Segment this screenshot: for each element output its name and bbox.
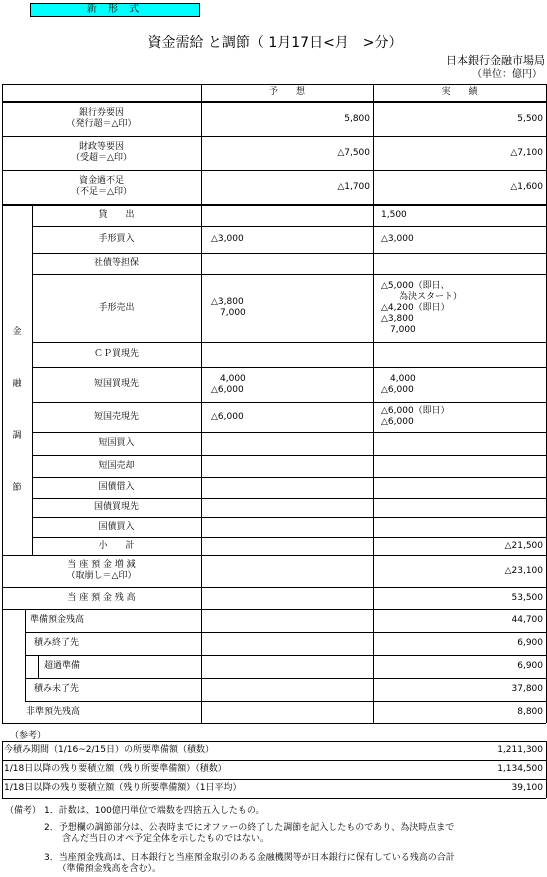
actual-value	[381, 477, 544, 498]
side-label-char: 金	[12, 326, 22, 337]
side-label-char: 融	[12, 378, 22, 389]
forecast-value	[211, 342, 371, 367]
actual-value: 4,000 △6,000	[381, 373, 416, 395]
side-label-char: 調	[12, 430, 22, 441]
actual-value: 53,500	[511, 592, 543, 603]
forecast-value: 5,800	[344, 113, 370, 124]
balance-label: 当 座 預 金 残 高	[67, 592, 136, 603]
balance-row-label: 超過準備	[44, 661, 81, 671]
forecast-value: 4,000 △6,000	[211, 373, 246, 395]
reference-value: 1,211,300	[497, 745, 543, 755]
actual-value	[381, 455, 544, 477]
ops-label: 小 計	[98, 540, 135, 551]
actual-value	[381, 342, 544, 367]
h-rule	[2, 723, 546, 724]
actual-value: 6,900	[517, 661, 543, 671]
actual-value: △5,000（即日、 為決スタート） △4,200（即日） △3,800 7,000	[381, 280, 463, 335]
ops-label: 手形売出	[98, 302, 135, 313]
actual-value: 5,500	[517, 113, 543, 124]
balance-row-label: 積み終了先	[34, 638, 80, 648]
actual-value: △21,500	[504, 540, 543, 551]
actual-value	[381, 253, 544, 274]
balance-row-label: 準備預金残高	[30, 615, 85, 625]
ops-label: 短国売現先	[93, 411, 139, 422]
actual-value: 1,500	[381, 210, 407, 220]
row-label: 財政等要因 （受超＝△印）	[71, 142, 132, 163]
reference-value: 39,100	[511, 783, 543, 793]
actual-value: 8,800	[517, 706, 543, 717]
actual-value: △7,100	[510, 147, 543, 158]
actual-value: △6,000（即日） △6,000	[381, 406, 450, 427]
current-change-label: 当 座 預 金 増 減 （取崩し＝△印）	[66, 560, 137, 581]
forecast-value	[211, 253, 371, 274]
balance-row-label: 積み未了先	[34, 684, 80, 694]
actual-value: 6,900	[517, 638, 543, 648]
row-label: 資金過不足 （不足＝△印）	[71, 176, 132, 197]
forecast-value	[211, 205, 371, 226]
forecast-value	[211, 477, 371, 498]
note-1: 1．計数は、100億円単位で端数を四捨五入したもの。	[44, 806, 265, 816]
ops-label: 短国売却	[98, 460, 135, 471]
ops-label: 社債等担保	[93, 258, 139, 268]
h-rule	[2, 84, 546, 85]
ops-label: 短国買現先	[93, 379, 139, 389]
actual-value: △1,600	[510, 181, 543, 192]
reference-label: 1/18日以降の残り要積立額（残り所要準備額）（積数）	[4, 764, 227, 774]
actual-value: △3,000	[381, 234, 414, 244]
department: 日本銀行金融市場局	[446, 54, 545, 67]
actual-value	[381, 498, 544, 517]
ops-label: 国債借入	[98, 482, 135, 492]
side-label-char: 節	[12, 482, 22, 493]
format-badge-label: 新 形 式	[86, 4, 144, 15]
col-actual: 実 績	[441, 87, 478, 97]
ops-label: 手形買入	[98, 234, 135, 244]
forecast-value	[211, 432, 371, 455]
ops-label: 国債買現先	[93, 502, 139, 512]
forecast-value	[211, 517, 371, 537]
forecast-value: △3,800 7,000	[211, 297, 246, 318]
notes-heading: （備考）	[5, 806, 42, 816]
unit-label: （単位：億円）	[472, 69, 542, 80]
forecast-value: △1,700	[337, 181, 370, 192]
v-rule	[38, 655, 39, 678]
actual-value: 44,700	[511, 615, 543, 625]
actual-value	[381, 432, 544, 455]
col-forecast: 予 想	[268, 87, 305, 97]
actual-value: 37,800	[511, 684, 543, 694]
balance-row-label: 非準預先残高	[26, 706, 81, 717]
forecast-value	[211, 537, 371, 555]
ops-label: 貸 出	[98, 210, 135, 220]
actual-value	[381, 517, 544, 537]
page-title: 資金需給 と調節（ 1月17日<月 >分）	[147, 35, 403, 51]
actual-value: △23,100	[504, 565, 543, 576]
ops-label: 短国買入	[98, 438, 135, 448]
ops-label: ＣＰ買現先	[93, 349, 139, 359]
forecast-value	[211, 498, 371, 517]
note-3: 3．当座預金残高は、日本銀行と当座預金取引のある金融機関等が日本銀行に保有している残高の合計 （準備預金残高を含む）。	[44, 853, 455, 874]
forecast-value: △7,500	[337, 147, 370, 158]
reference-title: （参考）	[10, 731, 47, 741]
v-rule	[25, 609, 26, 701]
forecast-value: △3,000	[211, 234, 244, 244]
note-2: 2．予想欄の調節部分は、公表時までにオファーの終了した調節を記入したものであり、為決時点まで 含んだ当日のオペ予定全体を示したものではない。	[44, 823, 455, 844]
forecast-value	[211, 455, 371, 477]
v-rule	[2, 741, 3, 798]
ops-label: 国債買入	[98, 521, 135, 532]
reference-label: 今積み期間（1/16~2/15日）の所要準備額（積数）	[4, 745, 214, 755]
forecast-value: △6,000	[211, 411, 244, 422]
reference-label: 1/18日以降の残り要積立額（残り所要準備額）（1日平均）	[4, 783, 242, 793]
row-label: 銀行券要因 （発行超＝△印）	[66, 108, 137, 129]
h-rule	[2, 798, 546, 799]
reference-value: 1,134,500	[497, 764, 543, 774]
